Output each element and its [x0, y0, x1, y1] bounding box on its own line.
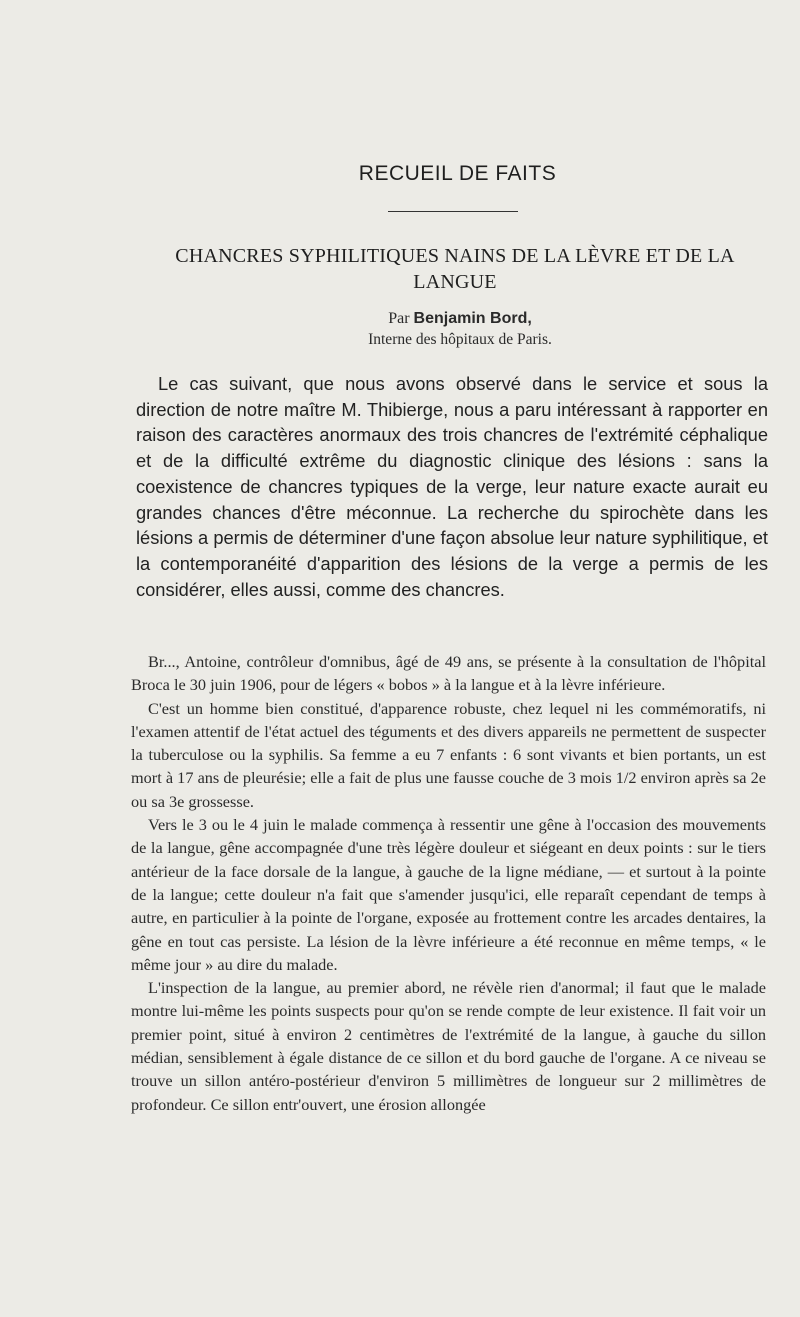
body-paragraph: Br..., Antoine, contrôleur d'omnibus, âgé de 49 ans, se présente à la consultation de l'hôpital Broca le 30 juin 1906, pour de légers « bobos » à la langue et à la lèvre inférieure. — [131, 652, 766, 695]
body-paragraph: Vers le 3 ou le 4 juin le malade commença à ressentir une gêne à l'occasion des mouvements de la langue, gêne accompagnée d'une très légère douleur et siégeant en deux points : sur le tiers antérieur de la face dorsale de la langue, à gauche de la ligne médiane, — et surtout à la pointe de la langue; cette douleur n'a fait que s'amender jusqu'ici, elle reparaît cependant de temps à autre, en particulier à la pointe de l'organe, exposée au frottement contre les arcades dentaires, la gêne en tout cas persiste. La lésion de la lèvre inférieure a été reconnue en même temps, « le même jour » au dire du malade. — [131, 815, 766, 974]
body-paragraph: C'est un homme bien constitué, d'apparence robuste, chez lequel ni les commémoratifs, ni l'examen attentif de l'état actuel des téguments et des divers appareils ne permettent de suspecter la tuberculose ou la syphilis. Sa femme a eu 7 enfants : 6 sont vivants et bien portants, un est mort à 17 ans de pleurésie; elle a fait de plus une fausse couche de 3 mois 1/2 environ après sa 2e ou sa 3e grossesse. — [131, 698, 766, 811]
title-rule — [388, 211, 518, 212]
author-affiliation: Interne des hôpitaux de Paris. — [368, 331, 552, 348]
article-title: CHANCRES SYPHILITIQUES NAINS DE LA LÈVRE ET DE LA LANGUE — [175, 245, 735, 293]
case-report-body — [131, 650, 766, 1116]
author-name: Benjamin Bord, — [413, 310, 532, 327]
byline — [300, 309, 620, 329]
byline-prefix: Par — [388, 310, 410, 327]
body-paragraph: L'inspection de la langue, au premier abord, ne révèle rien d'anormal; il faut que le malade montre lui-même les points suspects pour qu'on se rende compte de leur existence. Il fait voir un premier point, situé à environ 2 centimètres de l'extrémité de la langue, à gauche du sillon médian, sensiblement à égale distance de ce sillon et du bord gauche de l'organe. A ce niveau se trouve un sillon antéro-postérieur d'environ 5 millimètres de longueur sur 2 millimètres de profondeur. Ce sillon entr'ouvert, une érosion allongée — [131, 978, 766, 1114]
section-title: RECUEIL DE FAITS — [358, 162, 557, 185]
intro-paragraph: Le cas suivant, que nous avons observé dans le service et sous la direction de notre maître M. Thibierge, nous a paru intéressant à rapporter en raison des caractères anormaux des trois chancres de l'extrémité céphalique et de la difficulté extrême du diagnostic clinique des lésions : sans la coexistence de chancres typiques de la verge, leur nature exacte aurait eu grandes chances d'être méconnue. La recherche du spirochète dans les lésions a permis de déterminer d'une façon absolue leur nature syphilitique, et la contemporanéité d'apparition des lésions de la verge a permis de les considérer, elles aussi, comme des chancres. — [136, 373, 768, 600]
